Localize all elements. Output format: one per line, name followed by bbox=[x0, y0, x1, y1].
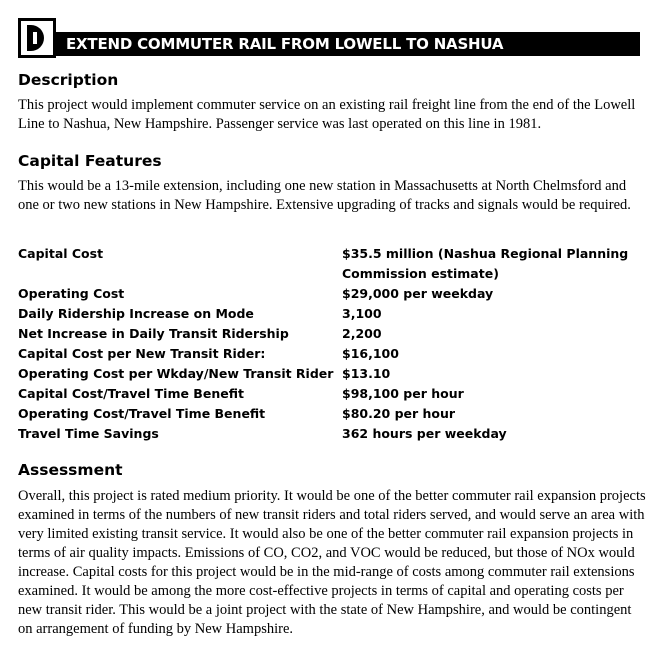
stat-row bbox=[18, 364, 648, 384]
stat-label: Capital Cost bbox=[18, 246, 104, 261]
stat-row bbox=[18, 384, 648, 404]
stat-label: Operating Cost/Travel Time Benefit bbox=[18, 406, 266, 421]
stat-label: Net Increase in Daily Transit Ridership bbox=[18, 326, 289, 341]
stat-value: $35.5 million (Nashua Regional Planning Commission estimate) bbox=[342, 246, 629, 281]
description-heading: Description bbox=[18, 71, 119, 89]
stat-label: Capital Cost per New Transit Rider: bbox=[18, 346, 266, 361]
assessment-text: Overall, this project is rated medium priority. It would be one of the better commuter rail expansion projects examined in terms of the numbers of new transit riders and total riders served, and would serve an area with very limited existing transit service. It would also be one of the better commuter rail expansion projects in terms of air quality impacts. Emissions of CO, CO2, and VOC would be reduced, but those of NOx would increase. Capital costs for this project would be in the mid-range of costs among commuter rail extensions examined. It would be among the more cost-effective projects in terms of capital and operating costs per new transit rider. This would be a joint project with the state of New Hampshire, and would be contingent on arrangement of funding by New Hampshire. bbox=[18, 488, 646, 637]
stats-table bbox=[18, 244, 648, 444]
capital-features-text: This would be a 13-mile extension, including one new station in Massachusetts at North Chelmsford and one or two new stations in New Hampshire. Extensive upgrading of tracks and signals would be required. bbox=[18, 178, 631, 213]
stat-row bbox=[18, 244, 648, 284]
stat-label: Operating Cost bbox=[18, 286, 125, 301]
title-bar bbox=[56, 32, 640, 56]
stat-row bbox=[18, 324, 648, 344]
section-letter-badge bbox=[18, 18, 56, 58]
description-text: This project would implement commuter service on an existing rail freight line from the end of the Lowell Line to Nashua, New Hampshire. Passenger service was last operated on this line in 1981. bbox=[18, 97, 636, 132]
stat-value: 3,100 bbox=[342, 306, 382, 321]
assessment-heading: Assessment bbox=[18, 461, 123, 479]
page-title: EXTEND COMMUTER RAIL FROM LOWELL TO NASHUA bbox=[66, 35, 504, 53]
stat-value: $98,100 per hour bbox=[342, 386, 464, 401]
stat-label: Capital Cost/Travel Time Benefit bbox=[18, 386, 244, 401]
stat-value: 362 hours per weekday bbox=[342, 426, 507, 441]
stat-value: $16,100 bbox=[342, 346, 399, 361]
stat-label: Daily Ridership Increase on Mode bbox=[18, 306, 254, 321]
stat-row bbox=[18, 344, 648, 364]
section-header bbox=[18, 18, 640, 58]
stat-row bbox=[18, 284, 648, 304]
stat-value: 2,200 bbox=[342, 326, 382, 341]
stat-row bbox=[18, 404, 648, 424]
stat-label: Travel Time Savings bbox=[18, 426, 159, 441]
stat-value: $29,000 per weekday bbox=[342, 286, 494, 301]
stat-row bbox=[18, 304, 648, 324]
capital-features-heading: Capital Features bbox=[18, 152, 162, 170]
stat-value: $13.10 bbox=[342, 366, 391, 381]
stat-label: Operating Cost per Wkday/New Transit Rider bbox=[18, 366, 334, 381]
stat-row bbox=[18, 424, 648, 444]
stat-value: $80.20 per hour bbox=[342, 406, 456, 421]
